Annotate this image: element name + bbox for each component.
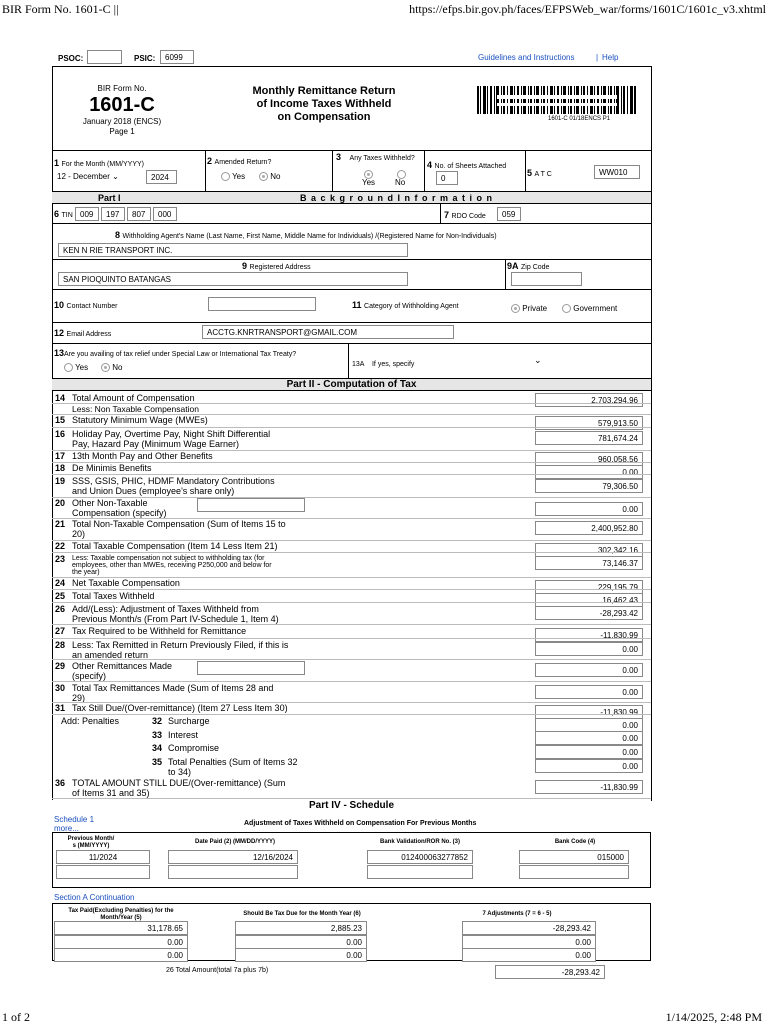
part1-title: Part I (98, 193, 121, 203)
item16-number: 16 (55, 429, 66, 439)
row-divider (52, 403, 651, 404)
row-divider (52, 540, 651, 541)
item28-amount[interactable]: 0.00 (535, 642, 643, 656)
item3-label: Any Taxes Withheld? (349, 155, 415, 162)
sched-bank-code-cell[interactable]: 015000 (519, 850, 629, 864)
sched-date-paid-cell[interactable]: 12/16/2024 (168, 850, 298, 864)
total-amount-label: 26 Total Amount(total 7a plus 7b) (166, 967, 269, 974)
sec-a-adjustment-cell[interactable]: 0.00 (462, 948, 596, 962)
item13-label: Are you availing of tax relief under Special Law or International Tax Treaty? (64, 351, 297, 358)
registered-address-input[interactable]: SAN PIOQUINTO BATANGAS (58, 272, 408, 286)
row-divider (52, 589, 651, 590)
less-non-taxable-label: Less: Non Taxable Compensation (72, 404, 199, 414)
sec-a-should-be-tax-cell[interactable]: 2,885.23 (235, 921, 367, 935)
amended-no-radio[interactable] (259, 172, 268, 181)
form-title-2: of Income Taxes Withheld (256, 98, 392, 110)
item35-label-line2: to 34) (168, 767, 192, 777)
item18-label: De Minimis Benefits (72, 463, 152, 473)
rdo-code-input[interactable]: 059 (497, 207, 521, 221)
item21-label-line1: Total Non-Taxable Compensation (Sum of Items 15 to (72, 519, 286, 529)
form-no-label: BIR Form No. (97, 84, 147, 93)
item24-label: Net Taxable Compensation (72, 578, 180, 588)
item32-label: Surcharge (168, 716, 210, 726)
row-divider (52, 577, 651, 578)
item13-number: 13 (54, 348, 65, 358)
row-divider (52, 798, 651, 799)
col-tax-paid-b: Month/Year (5) (100, 915, 142, 921)
item29-label-line2: (specify) (72, 671, 107, 681)
row-divider (52, 414, 651, 415)
item20-label-line2: Compensation (specify) (72, 508, 167, 518)
background-info-title: B a c k g r o u n d I n f o r m a t i o n (300, 193, 494, 203)
item23-label-line2: employees, other than MWEs, receiving P250,000 and below for (72, 562, 272, 569)
chevron-down-icon: ⌄ (112, 172, 119, 181)
page-count: 1 of 2 (2, 1010, 30, 1024)
item14-amount[interactable]: 2,703,294.96 (535, 393, 643, 407)
item31-amount[interactable]: -11,830.99 (535, 705, 643, 719)
item12-label: Email Address (66, 331, 112, 338)
email-input[interactable]: ACCTG.KNRTRANSPORT@GMAIL.COM (202, 325, 454, 339)
item5-label: A T C (534, 171, 552, 178)
browser-tab-title: BIR Form No. 1601-C || (2, 2, 119, 16)
tin-4-input[interactable]: 000 (153, 207, 177, 221)
section-a-continuation: Section A Continuation (54, 893, 135, 902)
month-select[interactable] (57, 172, 119, 181)
tax-relief-yes-label: Yes (75, 363, 89, 372)
item35-amount[interactable]: 0.00 (535, 759, 643, 773)
item18-amount[interactable]: 0.00 (535, 465, 643, 479)
col-bank-validation: Bank Validation/ROR No. (3) (379, 839, 460, 845)
item32-amount[interactable]: 0.00 (535, 718, 643, 732)
atc-input[interactable]: WW010 (594, 165, 640, 179)
item23-amount[interactable]: 73,146.37 (535, 556, 643, 570)
form-page: Page 1 (109, 127, 135, 136)
item4-number: 4 (427, 160, 433, 170)
item22-number: 22 (55, 541, 66, 551)
form-title-1: Monthly Remittance Return (252, 85, 396, 97)
item17-amount[interactable]: 960,058.56 (535, 452, 643, 466)
item28-label-line2: an amended return (72, 650, 149, 660)
col-should-be-tax: Should Be Tax Due for the Month Year (6) (243, 911, 361, 917)
barcode-code: 1601-C 01/18ENCS P1 (548, 116, 611, 122)
item16-amount[interactable]: 781,674.24 (535, 431, 643, 445)
sec-a-tax-paid-cell[interactable]: 31,178.65 (54, 921, 188, 935)
row-divider (52, 602, 651, 603)
item33-label: Interest (168, 730, 199, 740)
item36-number: 36 (55, 778, 66, 788)
sched-prev-month-cell[interactable]: 11/2024 (56, 850, 150, 864)
taxes-withheld-yes-label: Yes (362, 178, 376, 187)
item19-amount[interactable]: 79,306.50 (535, 479, 643, 493)
row-divider (52, 659, 651, 660)
item30-label-line1: Total Tax Remittances Made (Sum of Items 28 and (72, 683, 274, 693)
item30-label-line2: 29) (72, 693, 86, 703)
row-divider (52, 450, 651, 451)
sched-empty-cell[interactable] (367, 865, 473, 879)
item31-label: Tax Still Due/(Over-remittance) (Item 27 Less Item 30) (72, 703, 288, 713)
sec-a-tax-paid-cell[interactable]: 0.00 (54, 935, 188, 949)
item15-label: Statutory Minimum Wage (MWEs) (72, 415, 208, 425)
item29-specify-input[interactable] (197, 661, 305, 675)
tin-3-input[interactable]: 807 (127, 207, 151, 221)
item19-label-line1: SSS, GSIS, PHIC, HDMF Mandatory Contributions (72, 476, 275, 486)
row-divider (52, 427, 651, 428)
item22-amount[interactable]: 302,342.16 (535, 543, 643, 557)
row-divider (52, 518, 651, 519)
sec-a-tax-paid-cell[interactable]: 0.00 (54, 948, 188, 962)
item18-number: 18 (55, 463, 66, 473)
form-number: 1601-C (89, 94, 155, 116)
item20-amount[interactable]: 0.00 (535, 502, 643, 516)
col-prev-month-b: s (MM/YYYY) (72, 843, 110, 849)
part4-title: Part IV - Schedule (52, 800, 651, 813)
item34-label: Compromise (168, 743, 220, 753)
sched-empty-cell[interactable] (168, 865, 298, 879)
item2-number: 2 (207, 156, 213, 166)
barcode-icon (477, 86, 637, 114)
item5-number: 5 (527, 168, 533, 178)
specify-dropdown-chevron-icon[interactable]: ⌄ (534, 355, 542, 365)
item21-amount[interactable]: 2,400,952.80 (535, 521, 643, 535)
part1-header (52, 191, 651, 204)
browser-url: https://efps.bir.gov.ph/faces/EFPSWeb_war/forms/1601C/1601c_v3.xhtml (409, 2, 766, 16)
item16-label-line1: Holiday Pay, Overtime Pay, Night Shift Differential (72, 429, 271, 439)
item14-label: Total Amount of Compensation (72, 393, 195, 403)
item8-label: Withholding Agent's Name (Last Name, First Name, Middle Name for Individuals) /(Registered Name for Non-Individuals) (122, 233, 497, 240)
total-amount-value: -28,293.42 (495, 965, 605, 979)
link-separator: | (596, 53, 599, 62)
item26-label-line1: Add/(Less): Adjustment of Taxes Withheld from (72, 604, 259, 614)
item9a-number: 9A (507, 261, 519, 271)
row-divider (52, 681, 651, 682)
sched-bank-validation-cell[interactable]: 012400063277852 (367, 850, 473, 864)
item33-number: 33 (152, 730, 163, 740)
part2-title: Part II - Computation of Tax (52, 378, 651, 391)
item35-label-line1: Total Penalties (Sum of Items 32 (168, 757, 298, 767)
item28-label-line1: Less: Tax Remitted in Return Previously Filed, if this is (72, 640, 289, 650)
col-tax-paid-a: Tax Paid(Excluding Penalties) for the (68, 908, 174, 914)
item29-amount[interactable]: 0.00 (535, 663, 643, 677)
item31-number: 31 (55, 703, 66, 713)
zip-code-input[interactable] (511, 272, 582, 286)
item2-label: Amended Return? (214, 159, 272, 166)
item13a-label: If yes, specify (371, 361, 415, 368)
amended-no-label: No (270, 172, 281, 181)
item27-label: Tax Required to be Withheld for Remittance (72, 626, 247, 636)
row-divider (52, 474, 651, 475)
item21-number: 21 (55, 519, 66, 529)
sheets-attached-input[interactable]: 0 (436, 171, 458, 185)
amended-yes-radio[interactable] (221, 172, 230, 181)
form-version: January 2018 (ENCS) (82, 117, 162, 126)
sec-a-should-be-tax-cell[interactable]: 0.00 (235, 948, 367, 962)
item15-amount[interactable]: 579,913.50 (535, 416, 643, 430)
item13a-number: 13A (352, 361, 365, 368)
item3-number: 3 (336, 152, 342, 162)
item14-number: 14 (55, 393, 66, 403)
row-divider (52, 714, 651, 715)
item4-label: No. of Sheets Attached (434, 163, 507, 170)
item35-number: 35 (152, 757, 163, 767)
psic-input[interactable]: 6099 (160, 50, 194, 64)
form-title-3: on Compensation (277, 111, 371, 123)
print-datetime: 1/14/2025, 2:48 PM (665, 1010, 762, 1024)
item11-label: Category of Withholding Agent (364, 303, 459, 310)
guidelines-link[interactable]: Guidelines and Instructions (478, 53, 575, 62)
tax-relief-yes-radio[interactable] (64, 363, 73, 372)
psoc-input[interactable] (87, 50, 122, 64)
item1-label: For the Month (MM/YYYY) (61, 161, 144, 168)
row-divider (52, 702, 651, 703)
item36-label-line2: of Items 31 and 35) (72, 788, 150, 798)
item19-number: 19 (55, 476, 66, 486)
private-label: Private (522, 304, 548, 313)
item19-label-line2: and Union Dues (employee's share only) (72, 486, 235, 496)
item20-number: 20 (55, 498, 66, 508)
item24-number: 24 (55, 578, 66, 588)
add-penalties-label: Add: Penalties (61, 716, 120, 726)
item7-number: 7 (444, 210, 450, 220)
item6-number: 6 (54, 209, 60, 219)
sec-a-adjustment-cell[interactable]: 0.00 (462, 935, 596, 949)
item34-amount[interactable]: 0.00 (535, 745, 643, 759)
private-radio[interactable] (511, 304, 520, 313)
col-bank-code: Bank Code (4) (554, 839, 596, 845)
agent-name-input[interactable]: KEN N RIE TRANSPORT INC. (58, 243, 408, 257)
item26-amount[interactable]: -28,293.42 (535, 606, 643, 620)
item23-label-line1: Less: Taxable compensation not subject to withholding tax (for (72, 555, 265, 562)
item21-label-line2: 20) (72, 529, 86, 539)
item10-label: Contact Number (66, 303, 118, 310)
item26-number: 26 (55, 604, 66, 614)
month-value: 12 - December (57, 172, 110, 181)
year-input[interactable]: 2024 (146, 170, 177, 184)
item33-amount[interactable]: 0.00 (535, 731, 643, 745)
more-link[interactable]: more... (54, 824, 79, 833)
item30-number: 30 (55, 683, 66, 693)
row-divider (52, 462, 651, 463)
item25-label: Total Taxes Withheld (72, 591, 155, 601)
col-adjustments: 7 Adjustments (7 = 6 - 5) (482, 911, 552, 917)
item25-number: 25 (55, 591, 66, 601)
item1-number: 1 (54, 158, 60, 168)
row-divider (52, 638, 651, 639)
item28-number: 28 (55, 640, 66, 650)
schedule-title: Adjustment of Taxes Withheld on Compensation For Previous Months (244, 820, 477, 827)
help-link[interactable]: Help (602, 53, 619, 62)
item24-amount[interactable]: 229,195.79 (535, 580, 643, 594)
tax-relief-no-label: No (112, 363, 123, 372)
col-prev-month-a: Previous Month/ (67, 836, 115, 842)
item22-label: Total Taxable Compensation (Item 14 Less Item 21) (72, 541, 278, 551)
item17-number: 17 (55, 451, 66, 461)
item7-label: RDO Code (451, 213, 486, 220)
item23-number: 23 (55, 554, 66, 564)
item36-amount[interactable]: -11,830.99 (535, 780, 643, 794)
item10-number: 10 (54, 300, 65, 310)
tin-2-input[interactable]: 197 (101, 207, 125, 221)
psic-label: PSIC: (134, 54, 156, 63)
item26-label-line2: Previous Month/s (From Part IV-Schedule 1, Item 4) (72, 614, 279, 624)
tin-1-input[interactable]: 009 (75, 207, 99, 221)
item17-label: 13th Month Pay and Other Benefits (72, 451, 213, 461)
sched-empty-cell[interactable] (519, 865, 629, 879)
item15-number: 15 (55, 415, 66, 425)
item9a-label: Zip Code (521, 264, 550, 271)
col-date-paid: Date Paid (2) (MM/DD/YYYY) (194, 839, 275, 845)
item12-number: 12 (54, 328, 65, 338)
item11-number: 11 (352, 300, 362, 310)
schedule1-link[interactable]: Schedule 1 (54, 815, 95, 824)
item20-label-line1: Other Non-Taxable (72, 498, 148, 508)
contact-number-input[interactable] (208, 297, 316, 311)
item36-label-line1: TOTAL AMOUNT STILL DUE/(Over-remittance) (Sum (72, 778, 286, 788)
taxes-withheld-no-label: No (395, 178, 406, 187)
item9-number: 9 (242, 261, 248, 271)
row-divider (52, 624, 651, 625)
item6-label: TIN (61, 212, 73, 219)
item20-specify-input[interactable] (197, 498, 305, 512)
government-label: Government (573, 304, 618, 313)
sched-empty-cell[interactable] (56, 865, 150, 879)
amended-yes-label: Yes (232, 172, 246, 181)
item32-number: 32 (152, 716, 163, 726)
item30-amount[interactable]: 0.00 (535, 685, 643, 699)
item9-label: Registered Address (249, 264, 311, 271)
item29-label-line1: Other Remittances Made (72, 661, 173, 671)
item27-amount[interactable]: -11,830.99 (535, 628, 643, 642)
row-divider (52, 497, 651, 498)
item29-number: 29 (55, 661, 66, 671)
item34-number: 34 (152, 743, 163, 753)
item25-amount[interactable]: 16,462.43 (535, 593, 643, 607)
item27-number: 27 (55, 626, 66, 636)
item16-label-line2: Pay, Hazard Pay (Minimum Wage Earner) (72, 439, 240, 449)
sec-a-should-be-tax-cell[interactable]: 0.00 (235, 935, 367, 949)
sec-a-adjustment-cell[interactable]: -28,293.42 (462, 921, 596, 935)
government-radio[interactable] (562, 304, 571, 313)
tax-relief-no-radio[interactable] (101, 363, 110, 372)
psoc-label: PSOC: (58, 54, 84, 63)
row-divider (52, 552, 651, 553)
item8-number: 8 (115, 230, 121, 240)
item23-label-line3: the year) (72, 569, 100, 576)
